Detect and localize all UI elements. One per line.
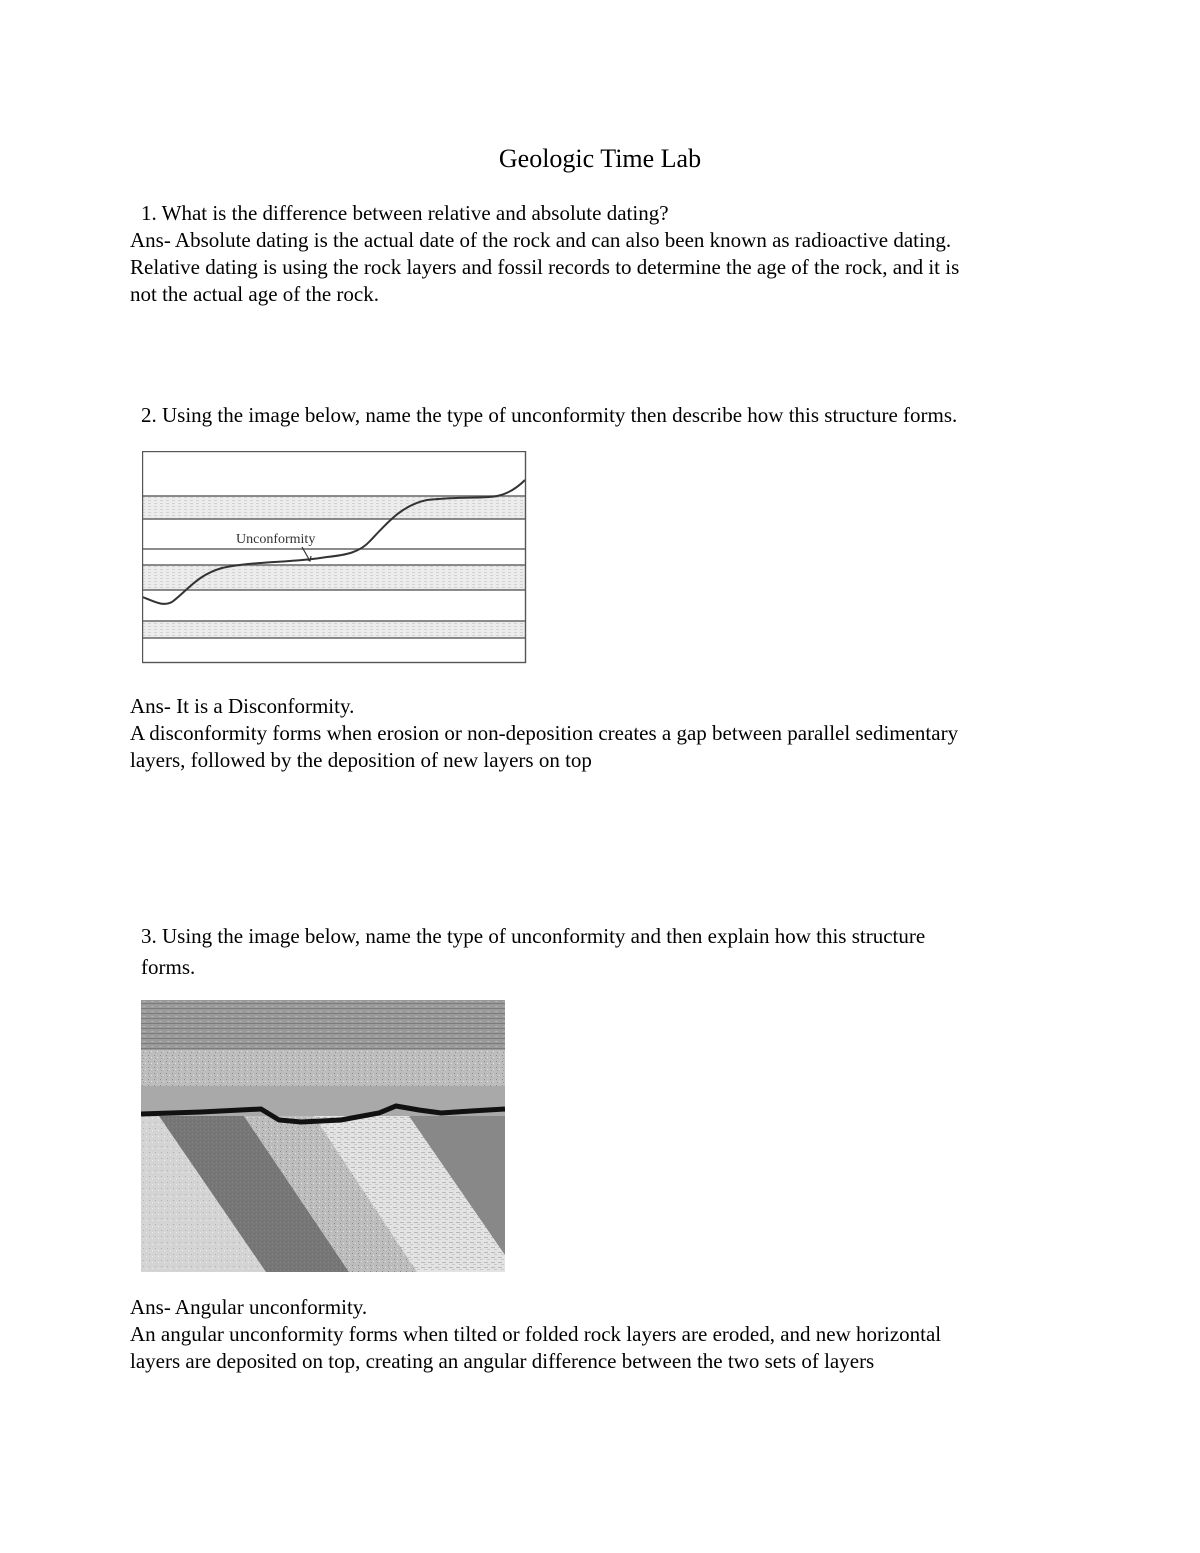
- answer-3-line-3: layers are deposited on top, creating an angular difference between the two sets of layers: [130, 1349, 875, 1373]
- answer-1-line-2: Relative dating is using the rock layers and fossil records to determine the age of the rock, and it is: [130, 255, 960, 279]
- question-1: 1. What is the difference between relative and absolute dating?: [141, 201, 669, 225]
- answer-3-line-1: Ans- Angular unconformity.: [130, 1295, 368, 1319]
- answer-1-line-3: not the actual age of the rock.: [130, 282, 379, 306]
- question-2: 2. Using the image below, name the type of unconformity then describe how this structure forms.: [141, 403, 958, 427]
- page-title: Geologic Time Lab: [498, 144, 702, 173]
- disconformity-diagram: [142, 451, 528, 665]
- answer-2-line-1: Ans- It is a Disconformity.: [130, 694, 355, 718]
- answer-1-line-1: Ans- Absolute dating is the actual date of the rock and can also been known as radioactive dating.: [130, 228, 952, 252]
- answer-2-line-2: A disconformity forms when erosion or non-deposition creates a gap between parallel sedimentary: [130, 721, 959, 745]
- unconformity-label: Unconformity: [236, 532, 316, 547]
- answer-2-line-3: layers, followed by the deposition of new layers on top: [130, 748, 592, 772]
- question-3-line-1: 3. Using the image below, name the type of unconformity and then explain how this structure: [141, 924, 926, 948]
- question-3-line-2: forms.: [141, 955, 196, 979]
- angular-unconformity-diagram: [141, 1000, 505, 1272]
- tilted-layers: [141, 1116, 505, 1272]
- answer-3-line-2: An angular unconformity forms when tilted or folded rock layers are eroded, and new horizontal: [130, 1322, 942, 1346]
